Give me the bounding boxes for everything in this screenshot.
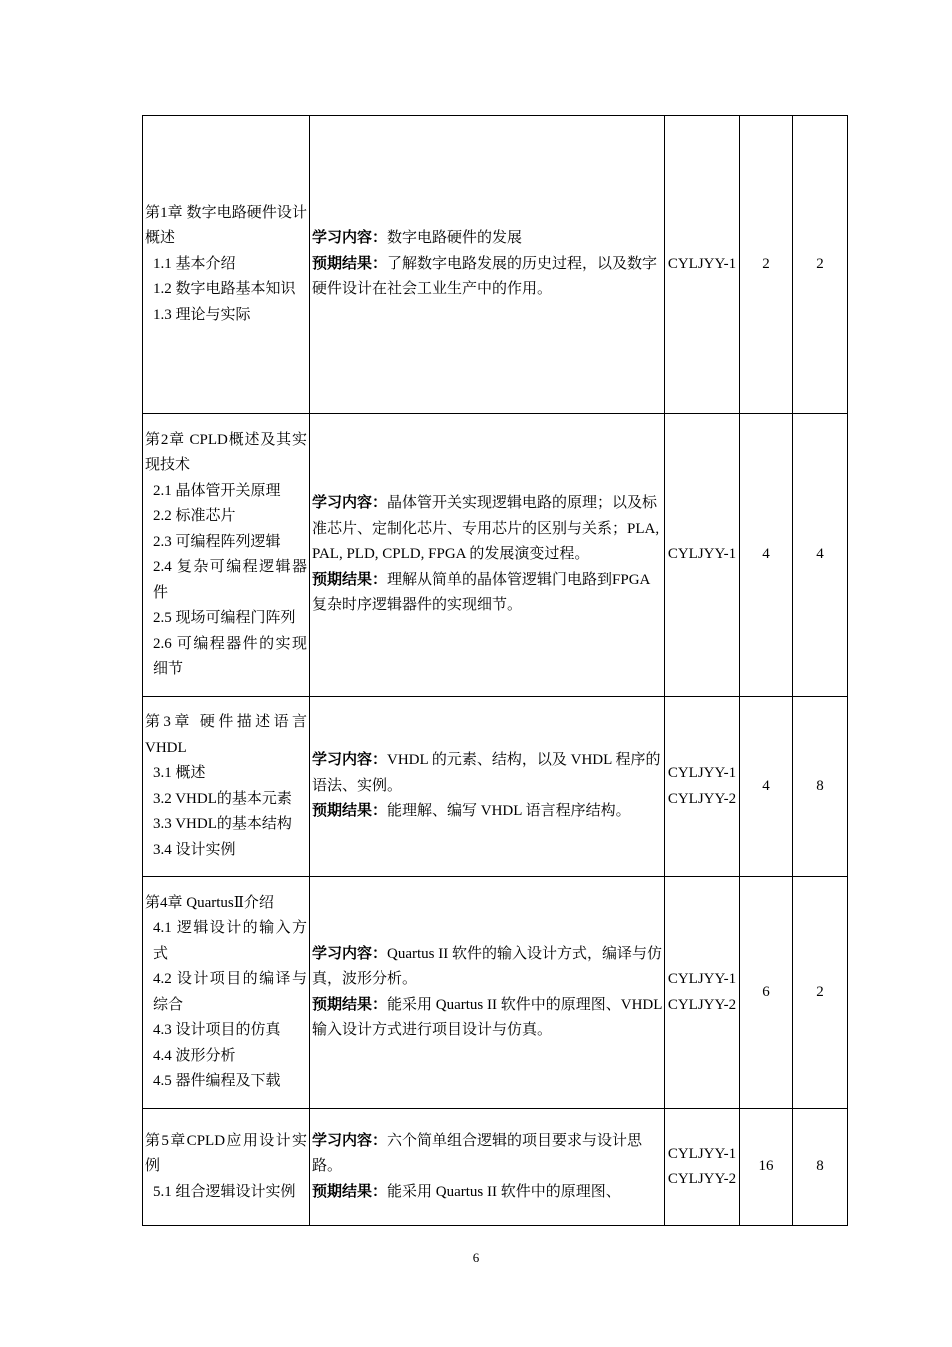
- practice-hours: 2: [793, 877, 848, 1109]
- chapter-cell: [143, 116, 310, 414]
- objective-code: CYLJYY-1: [667, 255, 737, 272]
- learning-content: [312, 1129, 662, 1180]
- section-item: 2.3 可编程阵列逻辑: [153, 533, 281, 550]
- expected-result: [312, 993, 662, 1044]
- expected-result-label: 预期结果：: [312, 996, 388, 1013]
- section-item: 4.3 设计项目的仿真: [153, 1022, 281, 1038]
- learning-content-label: 学习内容：: [312, 1132, 388, 1149]
- table-row: [143, 414, 848, 697]
- table-row: [143, 877, 848, 1109]
- lecture-hours: 4: [740, 697, 793, 877]
- objective-code: CYLJYY-1: [667, 765, 737, 781]
- objective-code-cell: [665, 1109, 740, 1226]
- table-row: [143, 116, 848, 414]
- section-item: 4.1 逻辑设计的输入方式: [153, 920, 307, 962]
- objective-code-cell: [665, 414, 740, 697]
- section-item: 2.2 标准芯片: [153, 508, 236, 524]
- practice-hours: 4: [793, 414, 848, 697]
- expected-result: [312, 1180, 662, 1206]
- learning-content-text: 晶体管开关实现逻辑电路的原理；以及标准芯片、定制化芯片、专用芯片的区别与关系；PLA, PAL, PLD, CPLD, FPGA 的发展演变过程。: [312, 495, 660, 563]
- learning-content-label: 学习内容：: [312, 752, 388, 769]
- expected-result: [312, 799, 662, 825]
- section-item: 4.5 器件编程及下载: [153, 1073, 281, 1089]
- objective-code-cell: [665, 697, 740, 877]
- table-row: [143, 697, 848, 877]
- content-cell: [310, 414, 665, 697]
- chapter-title: 第5章CPLD应用设计实例: [145, 1132, 307, 1175]
- section-item: 3.4 设计实例: [153, 841, 236, 858]
- objective-code: CYLJYY-1: [667, 1145, 737, 1162]
- chapter-title: 第2章 CPLD概述及其实现技术: [145, 431, 307, 473]
- practice-hours: 8: [793, 697, 848, 877]
- learning-content: [312, 226, 662, 252]
- chapter-cell: [143, 877, 310, 1109]
- page-number: 6: [472, 1250, 480, 1265]
- expected-result-text: 能采用 Quartus II 软件中的原理图、: [387, 1183, 621, 1200]
- objective-code: CYLJYY-2: [667, 790, 737, 807]
- practice-hours: 2: [793, 116, 848, 414]
- table-row: [143, 1109, 848, 1226]
- learning-content-text: 数字电路硬件的发展: [387, 230, 523, 247]
- section-item: 4.4 波形分析: [153, 1047, 236, 1064]
- objective-code: CYLJYY-2: [667, 996, 737, 1013]
- content-cell: [310, 1109, 665, 1226]
- objective-code-cell: [665, 116, 740, 414]
- expected-result-text: 能采用 Quartus II 软件中的原理图、VHDL 输入设计方式进行项目设计与仿真。: [312, 996, 662, 1038]
- expected-result-text: 理解从简单的晶体管逻辑门电路到FPGA 复杂时序逻辑器件的实现细节。: [312, 571, 650, 614]
- section-item: 2.1 晶体管开关原理: [153, 482, 281, 499]
- objective-code: CYLJYY-1: [667, 546, 737, 563]
- section-item: 1.1 基本介绍: [153, 255, 236, 272]
- section-item: 2.5 现场可编程门阵列: [153, 610, 296, 626]
- content-cell: [310, 877, 665, 1109]
- section-item: 1.2 数字电路基本知识: [153, 281, 296, 298]
- objective-code: CYLJYY-1: [667, 971, 737, 987]
- chapter-title: 第4章 QuartusⅡ介绍: [145, 894, 274, 911]
- learning-content: [312, 748, 662, 799]
- practice-hours: 8: [793, 1109, 848, 1226]
- expected-result-text: 能理解、编写 VHDL 语言程序结构。: [387, 803, 631, 820]
- section-item: 4.2 设计项目的编译与综合: [153, 971, 307, 1013]
- lecture-hours: 2: [740, 116, 793, 414]
- objective-code: CYLJYY-2: [667, 1171, 737, 1187]
- section-item: 3.1 概述: [153, 765, 206, 781]
- learning-content: [312, 491, 662, 568]
- chapter-cell: [143, 1109, 310, 1226]
- content-cell: [310, 116, 665, 414]
- section-item: 2.6 可编程器件的实现细节: [153, 635, 307, 677]
- section-item: 3.3 VHDL的基本结构: [153, 816, 292, 832]
- lecture-hours: 4: [740, 414, 793, 697]
- learning-content-text: 六个简单组合逻辑的项目要求与设计思路。: [312, 1132, 643, 1175]
- expected-result-label: 预期结果：: [312, 571, 388, 588]
- expected-result-text: 了解数字电路发展的历史过程，以及数字硬件设计在社会工业生产中的作用。: [312, 255, 658, 298]
- chapter-title: 第1章 数字电路硬件设计概述: [145, 204, 307, 247]
- learning-content-label: 学习内容：: [312, 945, 388, 962]
- content-cell: [310, 697, 665, 877]
- learning-content-text: VHDL 的元素、结构，以及 VHDL 程序的语法、实例。: [312, 752, 661, 794]
- chapter-cell: [143, 414, 310, 697]
- section-item: 2.4 复杂可编程逻辑器件: [153, 559, 307, 601]
- objective-code-cell: [665, 877, 740, 1109]
- expected-result-label: 预期结果：: [312, 803, 388, 820]
- chapter-cell: [143, 697, 310, 877]
- learning-content: [312, 942, 662, 993]
- learning-content-label: 学习内容：: [312, 230, 388, 247]
- lecture-hours: 6: [740, 877, 793, 1109]
- learning-content-text: Quartus II 软件的输入设计方式，编译与仿真，波形分析。: [312, 945, 662, 987]
- section-item: 5.1 组合逻辑设计实例: [153, 1183, 296, 1200]
- expected-result: [312, 252, 662, 303]
- lecture-hours: 16: [740, 1109, 793, 1226]
- section-item: 1.3 理论与实际: [153, 306, 251, 323]
- section-item: 3.2 VHDL的基本元素: [153, 790, 292, 807]
- chapter-title: 第3章 硬件描述语言VHDL: [145, 714, 307, 756]
- expected-result-label: 预期结果：: [312, 255, 388, 272]
- expected-result: [312, 568, 662, 619]
- syllabus-table: [142, 115, 848, 1226]
- expected-result-label: 预期结果：: [312, 1183, 388, 1200]
- learning-content-label: 学习内容：: [312, 495, 388, 512]
